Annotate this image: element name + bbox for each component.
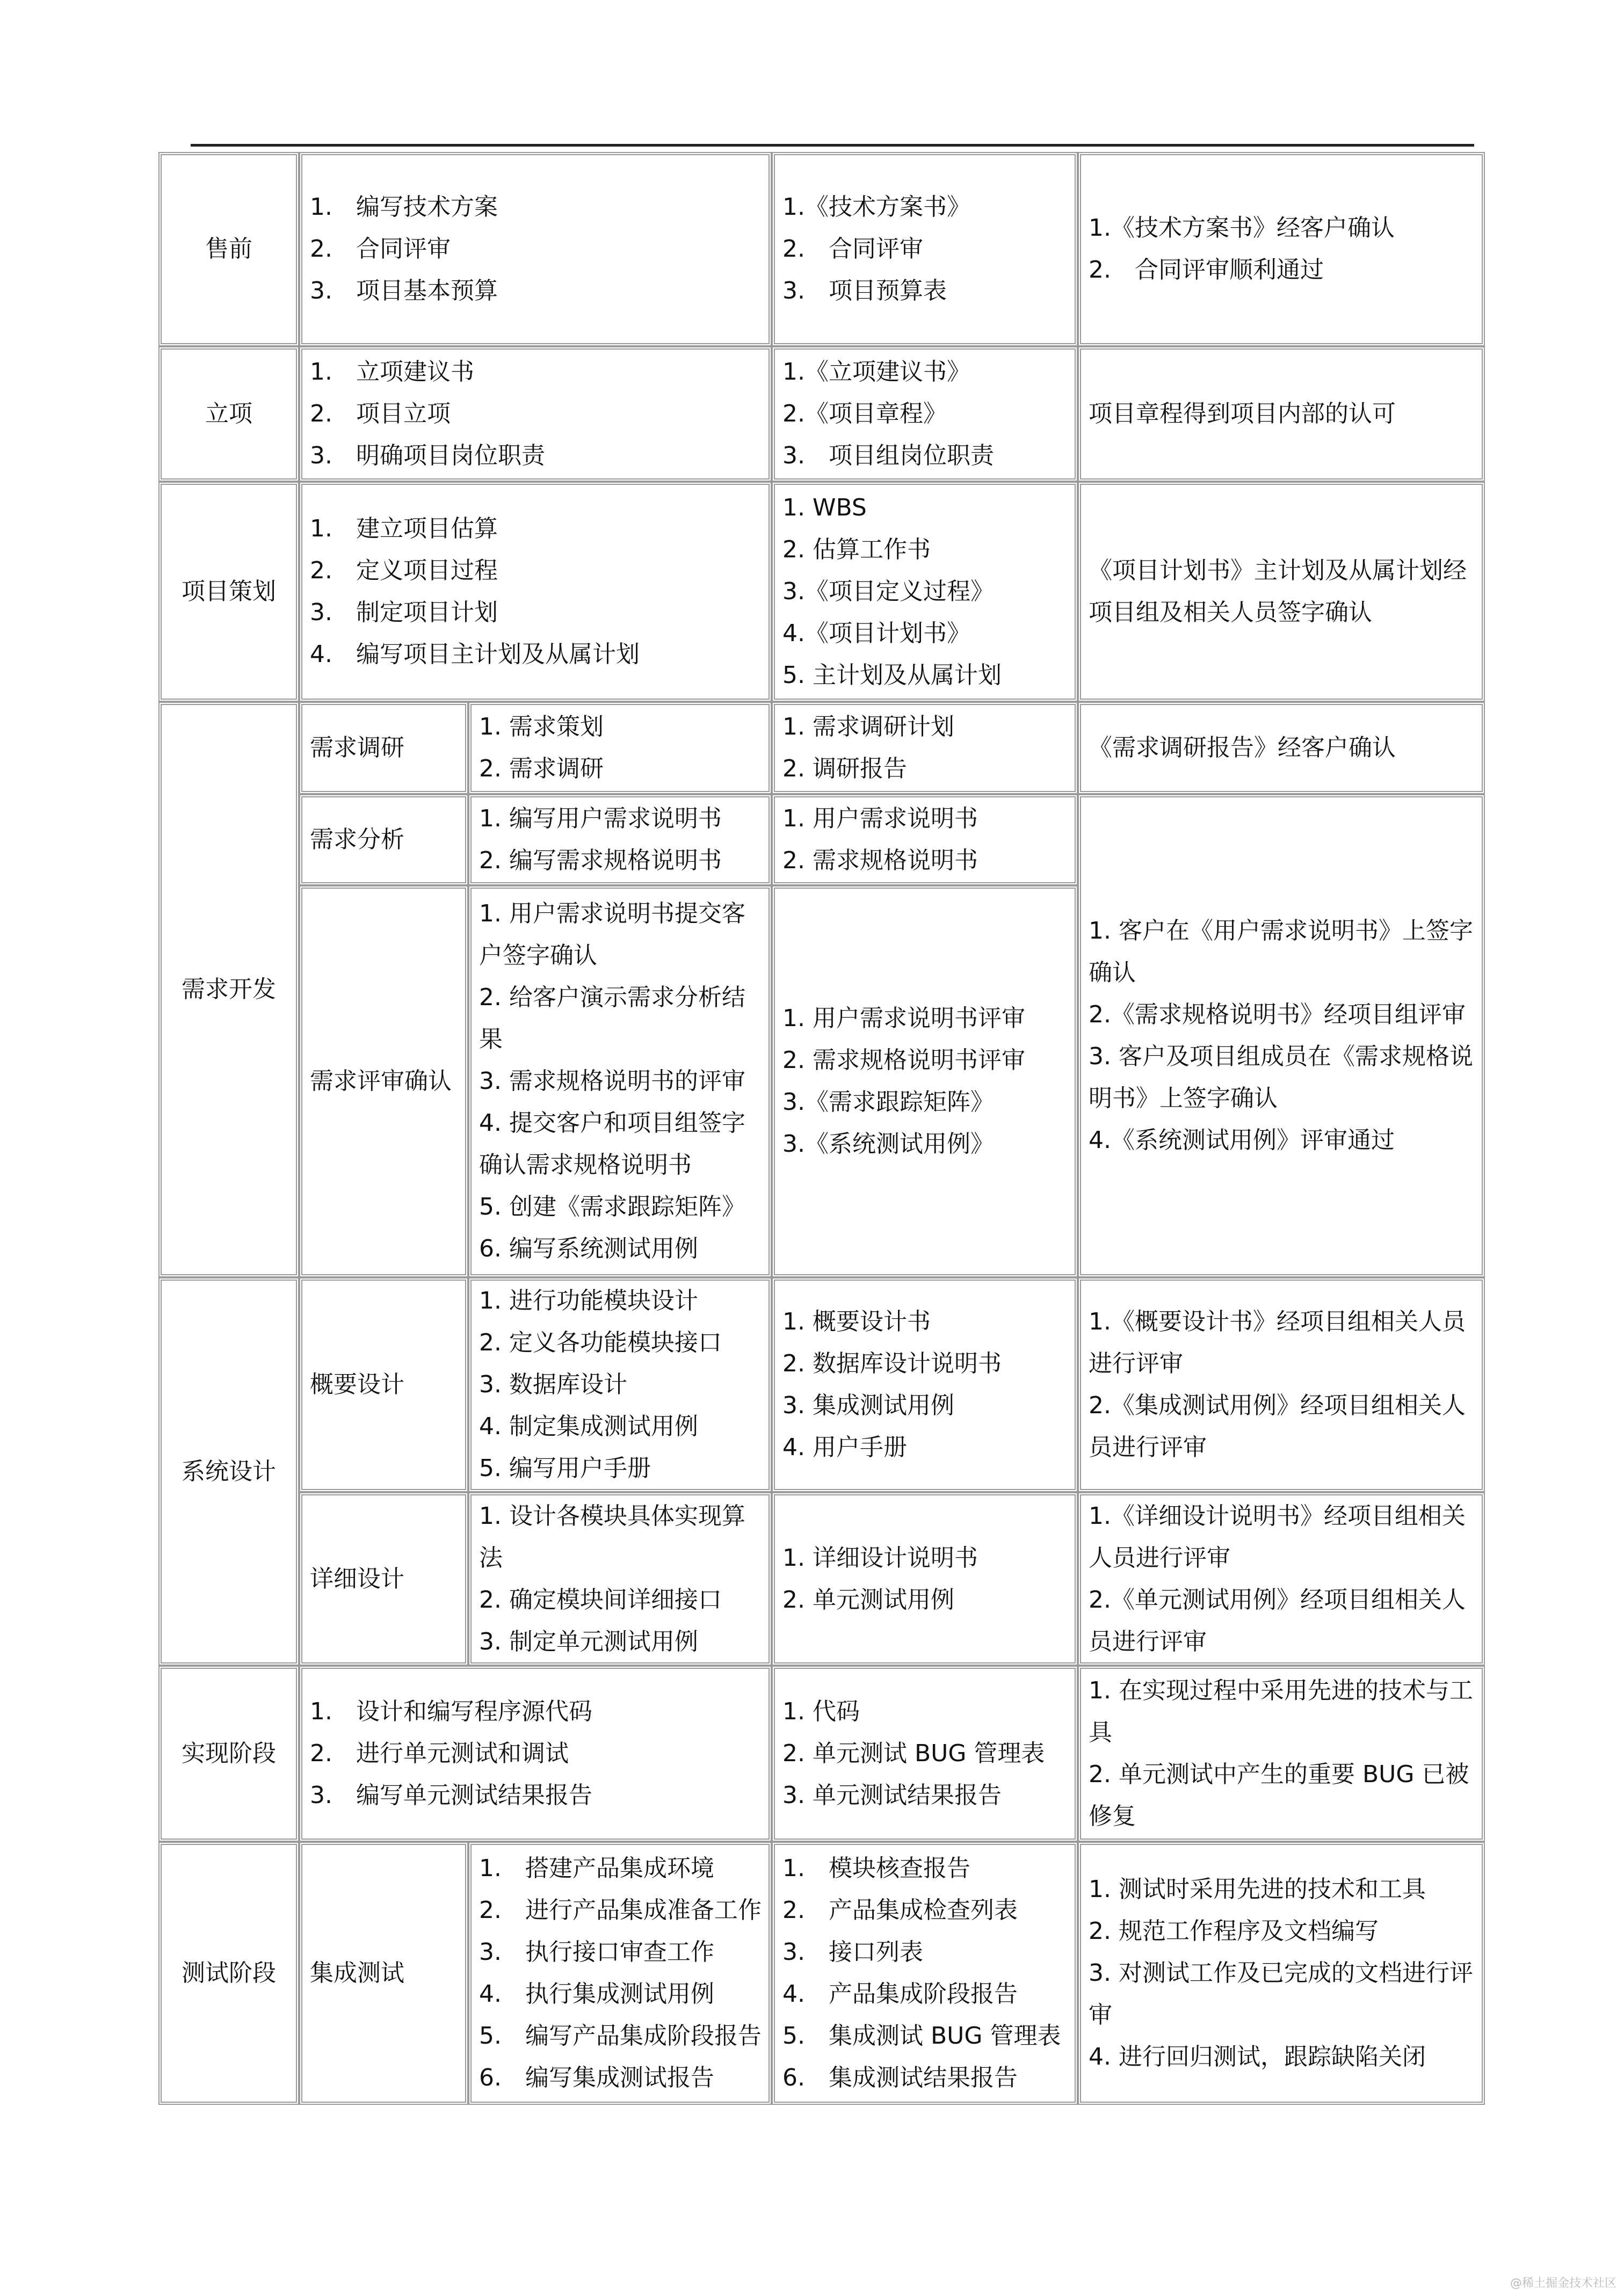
criteria-item: 4. 进行回归测试，跟踪缺陷关闭 xyxy=(1089,2043,1426,2070)
output-item: 4.《项目计划书》 xyxy=(782,620,970,647)
task-item: 2. 合同评审 xyxy=(310,235,451,263)
criteria-item: 2.《集成测试用例》经项目组相关人员进行评审 xyxy=(1089,1392,1466,1461)
criteria-item: 1.《概要设计书》经项目组相关人员进行评审 xyxy=(1089,1308,1466,1377)
task-item: 6. 编写系统测试用例 xyxy=(479,1235,698,1262)
phase-testing xyxy=(158,1842,299,2105)
output-item: 3. 单元测试结果报告 xyxy=(782,1782,1002,1809)
planning-tasks xyxy=(299,482,772,702)
presales-tasks xyxy=(299,152,772,346)
analysis-outputs xyxy=(772,794,1078,885)
task-item: 1. 立项建议书 xyxy=(310,358,474,386)
subphase-label: 概要设计 xyxy=(310,1371,404,1398)
task-item: 2. 给客户演示需求分析结果 xyxy=(479,984,745,1053)
phase-label: 实现阶段 xyxy=(182,1740,276,1767)
planning-outputs xyxy=(772,482,1078,702)
task-item: 3. 项目基本预算 xyxy=(310,277,498,304)
research-tasks xyxy=(468,702,772,794)
task-item: 6. 编写集成测试报告 xyxy=(479,2064,714,2091)
phase-label: 立项 xyxy=(205,400,252,427)
output-item: 1. WBS xyxy=(782,494,867,521)
criteria-item: 2. 合同评审顺利通过 xyxy=(1089,256,1324,284)
presales-outputs xyxy=(772,152,1078,346)
output-item: 2. 单元测试用例 xyxy=(782,1586,954,1614)
task-item: 4. 制定集成测试用例 xyxy=(479,1413,698,1440)
output-item: 3.《项目定义过程》 xyxy=(782,578,994,605)
analysis-tasks xyxy=(468,794,772,885)
watermark: @稀土掘金技术社区 xyxy=(1510,2277,1616,2290)
output-item: 1.《立项建议书》 xyxy=(782,358,970,386)
sub-design-outline xyxy=(299,1277,468,1492)
subphase-label: 集成测试 xyxy=(310,1959,404,1987)
output-item: 4. 用户手册 xyxy=(782,1434,907,1461)
criteria-item: 2.《单元测试用例》经项目组相关人员进行评审 xyxy=(1089,1586,1466,1655)
sub-requirements-review xyxy=(299,885,468,1277)
phase-planning xyxy=(158,482,299,702)
task-item: 3. 需求规格说明书的评审 xyxy=(479,1067,745,1095)
phase-label: 测试阶段 xyxy=(182,1959,276,1987)
task-item: 3. 明确项目岗位职责 xyxy=(310,442,545,469)
output-item: 5. 集成测试 BUG 管理表 xyxy=(782,2022,1061,2050)
criteria-item: 2. 单元测试中产生的重要 BUG 已被修复 xyxy=(1089,1761,1469,1830)
output-item: 3.《需求跟踪矩阵》 xyxy=(782,1088,994,1116)
task-item: 4. 执行集成测试用例 xyxy=(479,1980,714,2008)
criteria-text: 《需求调研报告》经客户确认 xyxy=(1089,734,1396,761)
phase-requirements xyxy=(158,702,299,1277)
criteria-item: 1. 测试时采用先进的技术和工具 xyxy=(1089,1876,1426,1903)
criteria-text: 项目章程得到项目内部的认可 xyxy=(1089,400,1396,427)
implementation-tasks xyxy=(299,1666,772,1842)
planning-criteria xyxy=(1078,482,1485,702)
criteria-item: 1. 在实现过程中采用先进的技术与工具 xyxy=(1089,1677,1473,1746)
output-item: 1. 需求调研计划 xyxy=(782,713,954,740)
outline-outputs xyxy=(772,1277,1078,1492)
task-item: 1. 需求策划 xyxy=(479,713,604,740)
output-item: 2. 调研报告 xyxy=(782,755,907,782)
task-item: 2. 进行产品集成准备工作 xyxy=(479,1897,762,1924)
task-item: 3. 执行接口审查工作 xyxy=(479,1938,714,1966)
research-outputs xyxy=(772,702,1078,794)
task-item: 1. 设计和编写程序源代码 xyxy=(310,1698,592,1725)
task-item: 2. 定义项目过程 xyxy=(310,557,498,584)
phase-label: 需求开发 xyxy=(182,976,276,1003)
subphase-label: 详细设计 xyxy=(310,1565,404,1593)
phase-design xyxy=(158,1277,299,1666)
outline-criteria xyxy=(1078,1277,1485,1492)
outline-tasks xyxy=(468,1277,772,1492)
sub-design-detail xyxy=(299,1492,468,1666)
implementation-criteria xyxy=(1078,1666,1485,1842)
phase-presales xyxy=(158,152,299,346)
output-item: 3. 集成测试用例 xyxy=(782,1392,954,1419)
task-item: 2. 进行单元测试和调试 xyxy=(310,1740,569,1767)
task-item: 2. 确定模块间详细接口 xyxy=(479,1586,722,1614)
criteria-item: 1.《技术方案书》经客户确认 xyxy=(1089,214,1395,242)
task-item: 2. 编写需求规格说明书 xyxy=(479,847,722,874)
phase-label: 售前 xyxy=(205,235,252,263)
output-item: 1. 模块核查报告 xyxy=(782,1855,970,1882)
output-item: 6. 集成测试结果报告 xyxy=(782,2064,1018,2091)
task-item: 2. 需求调研 xyxy=(479,755,604,782)
output-item: 2. 合同评审 xyxy=(782,235,923,263)
sub-testing-integration xyxy=(299,1842,468,2105)
output-item: 1. 用户需求说明书评审 xyxy=(782,1005,1025,1032)
output-item: 2. 产品集成检查列表 xyxy=(782,1897,1018,1924)
sub-requirements-research xyxy=(299,702,468,794)
testing-tasks xyxy=(468,1842,772,2105)
task-item: 1. 进行功能模块设计 xyxy=(479,1287,698,1314)
criteria-text: 《项目计划书》主计划及从属计划经项目组及相关人员签字确认 xyxy=(1089,557,1467,626)
output-item: 3. 项目预算表 xyxy=(782,277,947,304)
output-item: 3. 项目组岗位职责 xyxy=(782,442,994,469)
task-item: 1. 用户需求说明书提交客户签字确认 xyxy=(479,900,745,969)
subphase-label: 需求评审确认 xyxy=(310,1067,452,1095)
output-item: 1. 代码 xyxy=(782,1698,860,1725)
task-item: 4. 提交客户和项目组签字确认需求规格说明书 xyxy=(479,1109,745,1179)
subphase-label: 需求调研 xyxy=(310,734,404,761)
task-item: 5. 编写用户手册 xyxy=(479,1455,651,1482)
task-item: 5. 编写产品集成阶段报告 xyxy=(479,2022,762,2050)
testing-criteria xyxy=(1078,1842,1485,2105)
detail-tasks xyxy=(468,1492,772,1666)
task-item: 4. 编写项目主计划及从属计划 xyxy=(310,641,640,668)
criteria-item: 1.《详细设计说明书》经项目组相关人员进行评审 xyxy=(1089,1502,1466,1572)
review-tasks xyxy=(468,885,772,1277)
research-criteria xyxy=(1078,702,1485,794)
output-item: 5. 主计划及从属计划 xyxy=(782,662,1002,689)
task-item: 3. 制定项目计划 xyxy=(310,599,498,626)
task-item: 1. 建立项目估算 xyxy=(310,515,498,542)
task-item: 1. 搭建产品集成环境 xyxy=(479,1855,714,1882)
initiation-criteria xyxy=(1078,346,1485,482)
phase-label: 系统设计 xyxy=(182,1457,276,1485)
task-item: 2. 定义各功能模块接口 xyxy=(479,1329,722,1356)
review-outputs xyxy=(772,885,1078,1277)
top-rule xyxy=(191,144,1474,147)
output-item: 1. 概要设计书 xyxy=(782,1308,931,1335)
task-item: 3. 编写单元测试结果报告 xyxy=(310,1782,592,1809)
output-item: 2. 单元测试 BUG 管理表 xyxy=(782,1740,1045,1767)
output-item: 1. 详细设计说明书 xyxy=(782,1544,978,1572)
output-item: 3.《系统测试用例》 xyxy=(782,1130,994,1158)
criteria-item: 4.《系统测试用例》评审通过 xyxy=(1089,1127,1395,1154)
initiation-outputs xyxy=(772,346,1078,482)
presales-criteria xyxy=(1078,152,1485,346)
task-item: 5. 创建《需求跟踪矩阵》 xyxy=(479,1193,745,1220)
output-item: 3. 接口列表 xyxy=(782,1938,923,1966)
phase-initiation xyxy=(158,346,299,482)
task-item: 1. 编写技术方案 xyxy=(310,193,498,221)
task-item: 1. 设计各模块具体实现算法 xyxy=(479,1502,745,1572)
detail-outputs xyxy=(772,1492,1078,1666)
testing-outputs xyxy=(772,1842,1078,2105)
sub-requirements-analysis xyxy=(299,794,468,885)
phase-label: 项目策划 xyxy=(182,578,276,605)
output-item: 1. 用户需求说明书 xyxy=(782,805,978,832)
output-item: 2.《项目章程》 xyxy=(782,400,947,427)
initiation-tasks xyxy=(299,346,772,482)
subphase-label: 需求分析 xyxy=(310,826,404,853)
output-item: 1.《技术方案书》 xyxy=(782,193,970,221)
output-item: 2. 需求规格说明书 xyxy=(782,847,978,874)
phase-implementation xyxy=(158,1666,299,1842)
task-item: 3. 制定单元测试用例 xyxy=(479,1627,698,1655)
implementation-outputs xyxy=(772,1666,1078,1842)
task-item: 1. 编写用户需求说明书 xyxy=(479,805,722,832)
output-item: 2. 数据库设计说明书 xyxy=(782,1350,1002,1377)
output-item: 4. 产品集成阶段报告 xyxy=(782,1980,1018,2008)
output-item: 2. 需求规格说明书评审 xyxy=(782,1047,1025,1074)
requirements-criteria xyxy=(1078,794,1485,1277)
detail-criteria xyxy=(1078,1492,1485,1666)
criteria-item: 2. 规范工作程序及文档编写 xyxy=(1089,1917,1379,1945)
criteria-item: 1. 客户在《用户需求说明书》上签字确认 xyxy=(1089,917,1473,986)
criteria-item: 3. 客户及项目组成员在《需求规格说明书》上签字确认 xyxy=(1089,1043,1473,1112)
task-item: 2. 项目立项 xyxy=(310,400,451,427)
output-item: 2. 估算工作书 xyxy=(782,536,931,563)
task-item: 3. 数据库设计 xyxy=(479,1371,627,1398)
criteria-item: 3. 对测试工作及已完成的文档进行评审 xyxy=(1089,1959,1473,2029)
criteria-item: 2.《需求规格说明书》经项目组评审 xyxy=(1089,1001,1466,1028)
